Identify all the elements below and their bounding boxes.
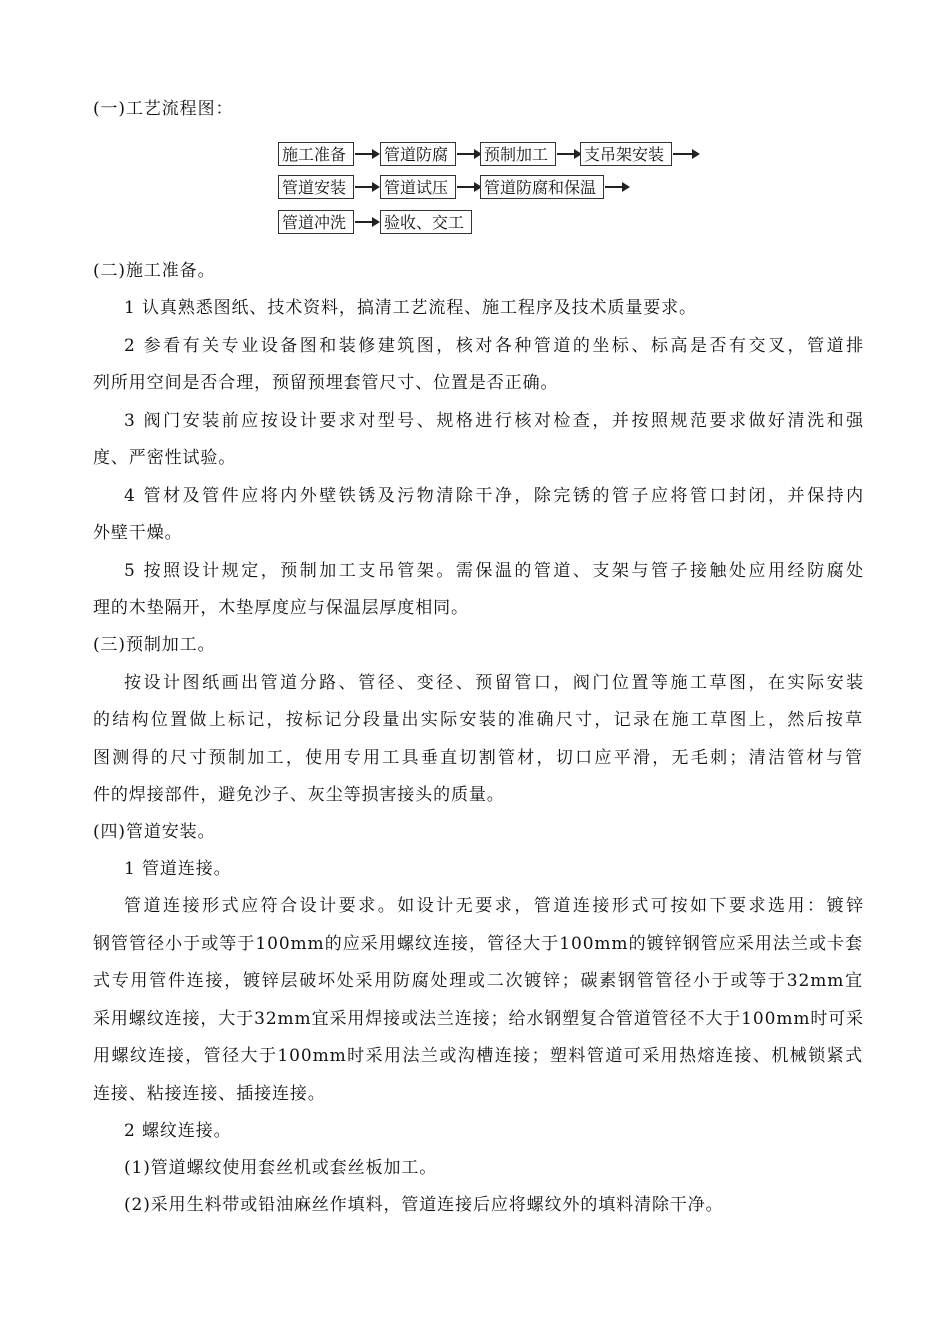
prep-item-5-line-2: 理的木垫隔开，木垫厚度应与保温层厚度相同。 (93, 598, 469, 618)
flow-step-anticorrosion: 管道防腐 (380, 142, 456, 166)
flow-step-anticorrosion-insulation: 管道防腐和保温 (480, 175, 604, 199)
connection-line-2: 钢管管径小于或等于100mm的应采用螺纹连接，管径大于100mm的镀锌钢管应采用法兰或卡套 (93, 934, 863, 954)
flow-arrow (605, 186, 623, 188)
flow-arrow (355, 221, 373, 223)
connection-line-3: 式专用管件连接，镀锌层破坏处采用防腐处理或二次镀锌；碳素钢管管径小于或等于32mm宜 (93, 971, 863, 991)
prep-item-2-line-1: 2 参看有关专业设备图和装修建筑图，核对各种管道的坐标、标高是否有交叉，管道排 (124, 336, 864, 356)
prep-item-5-line-1: 5 按照设计规定，预制加工支吊管架。需保温的管道、支架与管子接触处应用经防腐处 (124, 561, 864, 581)
section-title-prefabrication: (三)预制加工。 (93, 635, 216, 655)
threaded-item-2: (2)采用生料带或铅油麻丝作填料，管道连接后应将螺纹外的填料清除干净。 (124, 1195, 724, 1215)
flow-step-pipe-install: 管道安装 (278, 175, 354, 199)
flow-arrow (557, 153, 575, 155)
section-title-preparation: (二)施工准备。 (93, 261, 216, 281)
connection-line-5: 用螺纹连接，管径大于100mm时采用法兰或沟槽连接；塑料管道可采用热熔连接、机械锁紧式 (93, 1046, 863, 1066)
flow-step-acceptance: 验收、交工 (380, 210, 472, 234)
flow-step-prefabrication: 预制加工 (480, 142, 556, 166)
install-subheading-threaded: 2 螺纹连接。 (124, 1121, 232, 1141)
flow-step-construction-prep: 施工准备 (278, 142, 354, 166)
prep-item-4-line-2: 外壁干燥。 (93, 523, 183, 543)
flow-arrow (457, 153, 475, 155)
connection-line-4: 采用螺纹连接，大于32mm宜采用焊接或法兰连接；给水钢塑复合管道管径不大于100mm时可采 (93, 1009, 865, 1029)
threaded-item-1: (1)管道螺纹使用套丝机或套丝板加工。 (124, 1158, 438, 1178)
flow-arrow (673, 153, 693, 155)
prep-item-2-line-2: 列所用空间是否合理，预留预埋套管尺寸、位置是否正确。 (93, 373, 559, 393)
process-flow-diagram (278, 140, 718, 240)
flow-step-support-install: 支吊架安装 (580, 142, 672, 166)
install-subheading-connection: 1 管道连接。 (124, 859, 232, 879)
prep-item-3-line-2: 度、严密性试验。 (93, 448, 237, 468)
flow-arrow (355, 153, 373, 155)
prefab-line-3: 图测得的尺寸预制加工，使用专用工具垂直切割管材，切口应平滑，无毛刺；清洁管材与管 (93, 748, 863, 768)
prep-item-4-line-1: 4 管材及管件应将内外壁铁锈及污物清除干净，除完锈的管子应将管口封闭，并保持内 (124, 486, 864, 506)
prep-item-3-line-1: 3 阀门安装前应按设计要求对型号、规格进行核对检查，并按照规范要求做好清洗和强 (124, 411, 864, 431)
flow-arrow (457, 186, 475, 188)
prefab-line-4: 件的焊接部件，避免沙子、灰尘等损害接头的质量。 (93, 785, 505, 805)
section-title-pipe-installation: (四)管道安装。 (93, 822, 216, 842)
prefab-line-1: 按设计图纸画出管道分路、管径、变径、预留管口，阀门位置等施工草图，在实际安装 (124, 673, 864, 693)
prep-item-1: 1 认真熟悉图纸、技术资料，搞清工艺流程、施工程序及技术质量要求。 (124, 298, 697, 318)
prefab-line-2: 的结构位置做上标记，按标记分段量出实际安装的准确尺寸，记录在施工草图上，然后按草 (93, 710, 863, 730)
connection-line-1: 管道连接形式应符合设计要求。如设计无要求，管道连接形式可按如下要求选用：镀锌 (124, 896, 864, 916)
flow-arrow (355, 186, 373, 188)
flow-step-flushing: 管道冲洗 (278, 210, 354, 234)
flow-step-pressure-test: 管道试压 (380, 175, 456, 199)
connection-line-6: 连接、粘接连接、插接连接。 (93, 1084, 326, 1104)
section-title-process-flow: (一)工艺流程图： (93, 99, 234, 119)
